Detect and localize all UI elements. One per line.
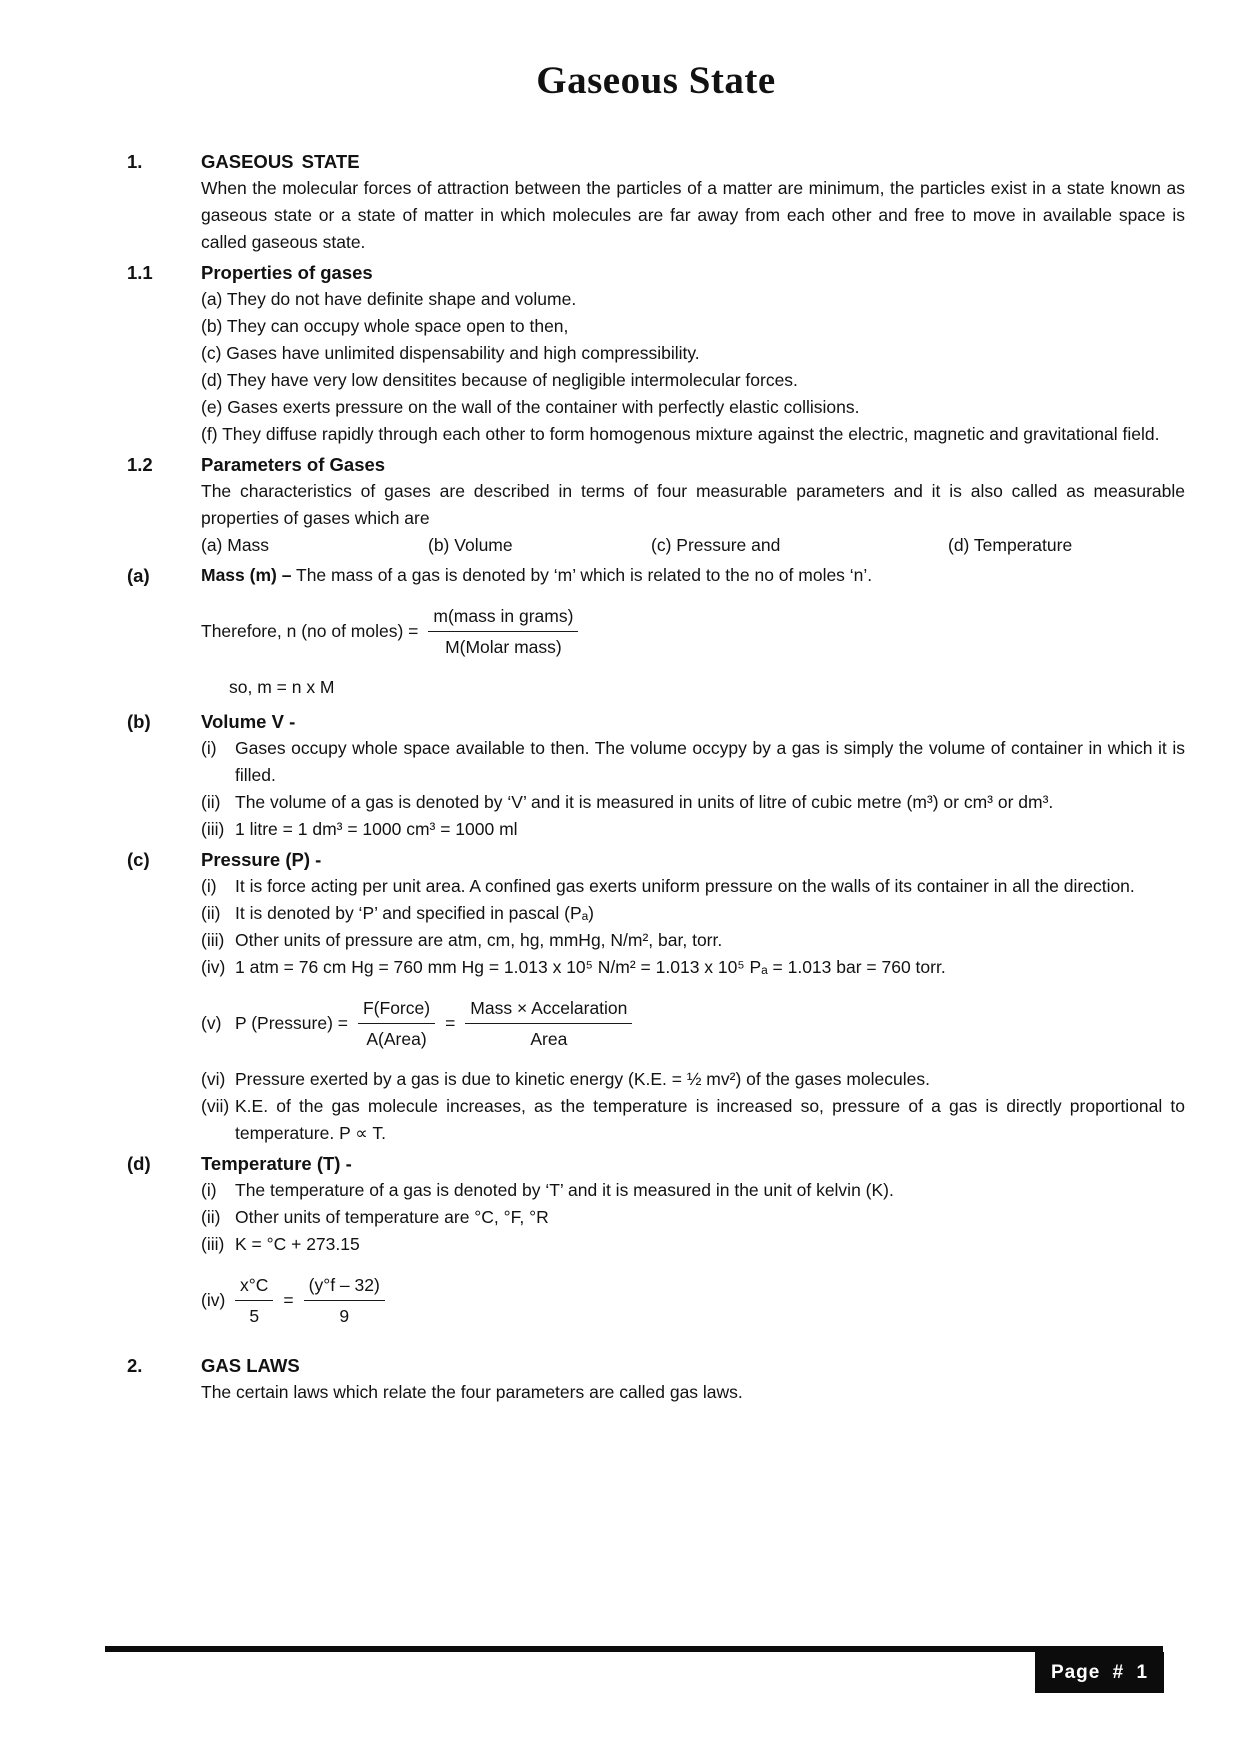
item-text: K = °C + 273.15	[235, 1234, 360, 1254]
item-label: (iv)	[201, 1290, 226, 1310]
list-item	[201, 789, 1185, 816]
denominator: 9	[339, 1306, 350, 1326]
subsection-temperature	[127, 1150, 1185, 1343]
fraction	[358, 996, 435, 1051]
item-text: 1 atm = 76 cm Hg = 760 mm Hg = 1.013 x 10⁵ N/m² = 1.013 x 10⁵ Pₐ = 1.013 bar = 760 torr.	[235, 957, 946, 977]
denominator: 5	[249, 1306, 260, 1326]
fraction	[235, 1273, 273, 1328]
section-heading: GASEOUS STATE	[201, 151, 360, 172]
subsection-label: (d)	[127, 1153, 151, 1174]
mass-definition	[201, 562, 1185, 589]
numerator: x°C	[235, 1273, 273, 1301]
equals-sign: =	[283, 1290, 294, 1310]
item-label: (iii)	[201, 819, 225, 839]
subsection-label: (c)	[127, 849, 150, 870]
item-label: (i)	[201, 738, 217, 758]
mass-text: The mass of a gas is denoted by ‘m’ which is related to the no of moles ‘n’.	[291, 565, 873, 585]
parameter-pressure: (c) Pressure and	[651, 535, 781, 555]
paragraph: The characteristics of gases are described in terms of four measurable parameters and it is also called as measurable properties of gases which are	[201, 481, 1185, 528]
item-label: (iii)	[201, 930, 225, 950]
parameter-columns	[201, 532, 1185, 559]
item-text: Pressure exerted by a gas is due to kinetic energy (K.E. = ½ mv²) of the gases molecules.	[235, 1069, 930, 1089]
item-text: K.E. of the gas molecule increases, as the temperature is increased so, pressure of a gas is directly proportional to temperature. P ∝ T.	[235, 1096, 1185, 1143]
list-item	[201, 873, 1185, 900]
list-item	[201, 900, 1185, 927]
denominator: A(Area)	[366, 1029, 427, 1049]
section-heading: Parameters of Gases	[201, 454, 386, 475]
paragraph: When the molecular forces of attraction between the particles of a matter are minimum, the particles exist in a state known as gaseous state or a state of matter in which molecules are far away from each other and free to move in available space is called gaseous state.	[201, 178, 1185, 252]
numerator: Mass × Accelaration	[465, 996, 632, 1024]
item-text: Gases occupy whole space available to then. The volume occypy by a gas is simply the volume of container in which it is filled.	[235, 738, 1185, 785]
section-heading: GAS LAWS	[201, 1355, 300, 1376]
item-label: (vii)	[201, 1096, 230, 1116]
section-gaseous-state	[127, 148, 1185, 256]
list-item	[201, 816, 1185, 843]
list-item	[201, 735, 1185, 789]
section-number: 1.2	[127, 454, 153, 475]
section-number: 2.	[127, 1355, 143, 1376]
list-item	[201, 1066, 1185, 1093]
subsection-pressure	[127, 846, 1185, 1147]
item-text: Other units of pressure are atm, cm, hg, mmHg, N/m², bar, torr.	[235, 930, 723, 950]
item-label: (ii)	[201, 903, 221, 923]
numerator: F(Force)	[358, 996, 435, 1024]
mass-term: Mass (m) –	[201, 565, 292, 585]
list-item: (f) They diffuse rapidly through each other to form homogenous mixture against the electric, magnetic and gravitational field.	[201, 424, 1160, 444]
subsection-volume	[127, 708, 1185, 843]
section-number: 1.	[127, 151, 143, 172]
item-text: 1 litre = 1 dm³ = 1000 cm³ = 1000 ml	[235, 819, 518, 839]
list-item: (b) They can occupy whole space open to then,	[201, 316, 569, 336]
footer-divider	[105, 1646, 1163, 1652]
temperature-conversion-formula	[201, 1273, 1185, 1328]
page-title: Gaseous State	[536, 59, 776, 102]
item-label: (i)	[201, 876, 217, 896]
item-label: (ii)	[201, 792, 221, 812]
item-label: (iv)	[201, 957, 226, 977]
section-gas-laws	[127, 1352, 1185, 1406]
denominator: Area	[530, 1029, 568, 1049]
item-text: The temperature of a gas is denoted by ‘T’ and it is measured in the unit of kelvin (K).	[235, 1180, 894, 1200]
list-item	[201, 927, 1185, 954]
denominator: M(Molar mass)	[445, 637, 562, 657]
list-item: (e) Gases exerts pressure on the wall of the container with perfectly elastic collisions.	[201, 397, 860, 417]
item-label: (v)	[201, 1013, 222, 1033]
subsection-heading: Volume V -	[201, 711, 296, 732]
subsection-heading: Pressure (P) -	[201, 849, 322, 870]
parameter-temperature: (d) Temperature	[948, 535, 1073, 555]
subsection-label: (a)	[127, 565, 150, 586]
list-item: (d) They have very low densitites because of negligible intermolecular forces.	[201, 370, 798, 390]
item-text: Other units of temperature are °C, °F, °R	[235, 1207, 549, 1227]
parameter-mass: (a) Mass	[201, 535, 270, 555]
subsection-mass	[127, 562, 1185, 705]
section-number: 1.1	[127, 262, 153, 283]
list-item	[201, 1231, 1185, 1258]
equals-sign: =	[445, 1013, 456, 1033]
numerator: (y°f – 32)	[304, 1273, 385, 1301]
section-heading: Properties of gases	[201, 262, 373, 283]
item-label: (i)	[201, 1180, 217, 1200]
item-text: It is force acting per unit area. A confined gas exerts uniform pressure on the walls of its container in all the direction.	[235, 876, 1135, 896]
formula-lead: Therefore, n (no of moles) =	[201, 621, 419, 641]
subsection-heading: Temperature (T) -	[201, 1153, 352, 1174]
paragraph: The certain laws which relate the four parameters are called gas laws.	[201, 1382, 743, 1402]
item-label: (vi)	[201, 1069, 226, 1089]
list-item	[201, 1177, 1185, 1204]
item-label: (ii)	[201, 1207, 221, 1227]
list-item	[201, 954, 1185, 981]
list-item: (c) Gases have unlimited dispensability and high compressibility.	[201, 343, 700, 363]
section-properties-of-gases	[127, 259, 1185, 448]
item-text: The volume of a gas is denoted by ‘V’ and it is measured in units of litre of cubic metre (m³) or cm³ or dm³.	[235, 792, 1054, 812]
fraction	[304, 1273, 385, 1328]
moles-formula	[201, 604, 1185, 659]
fraction	[465, 996, 632, 1051]
pressure-formula	[201, 996, 1185, 1051]
item-label: (iii)	[201, 1234, 225, 1254]
page-number-badge: Page # 1	[1035, 1652, 1164, 1693]
list-item	[201, 1093, 1185, 1147]
mass-equation: so, m = n x M	[229, 677, 335, 697]
formula-lead: P (Pressure) =	[235, 1013, 348, 1033]
list-item: (a) They do not have definite shape and volume.	[201, 289, 577, 309]
list-item	[201, 1204, 1185, 1231]
parameter-volume: (b) Volume	[428, 535, 513, 555]
subsection-label: (b)	[127, 711, 151, 732]
fraction	[428, 604, 578, 659]
item-text: It is denoted by ‘P’ and specified in pascal (Pₐ)	[235, 903, 594, 923]
section-parameters-of-gases	[127, 451, 1185, 559]
numerator: m(mass in grams)	[428, 604, 578, 632]
